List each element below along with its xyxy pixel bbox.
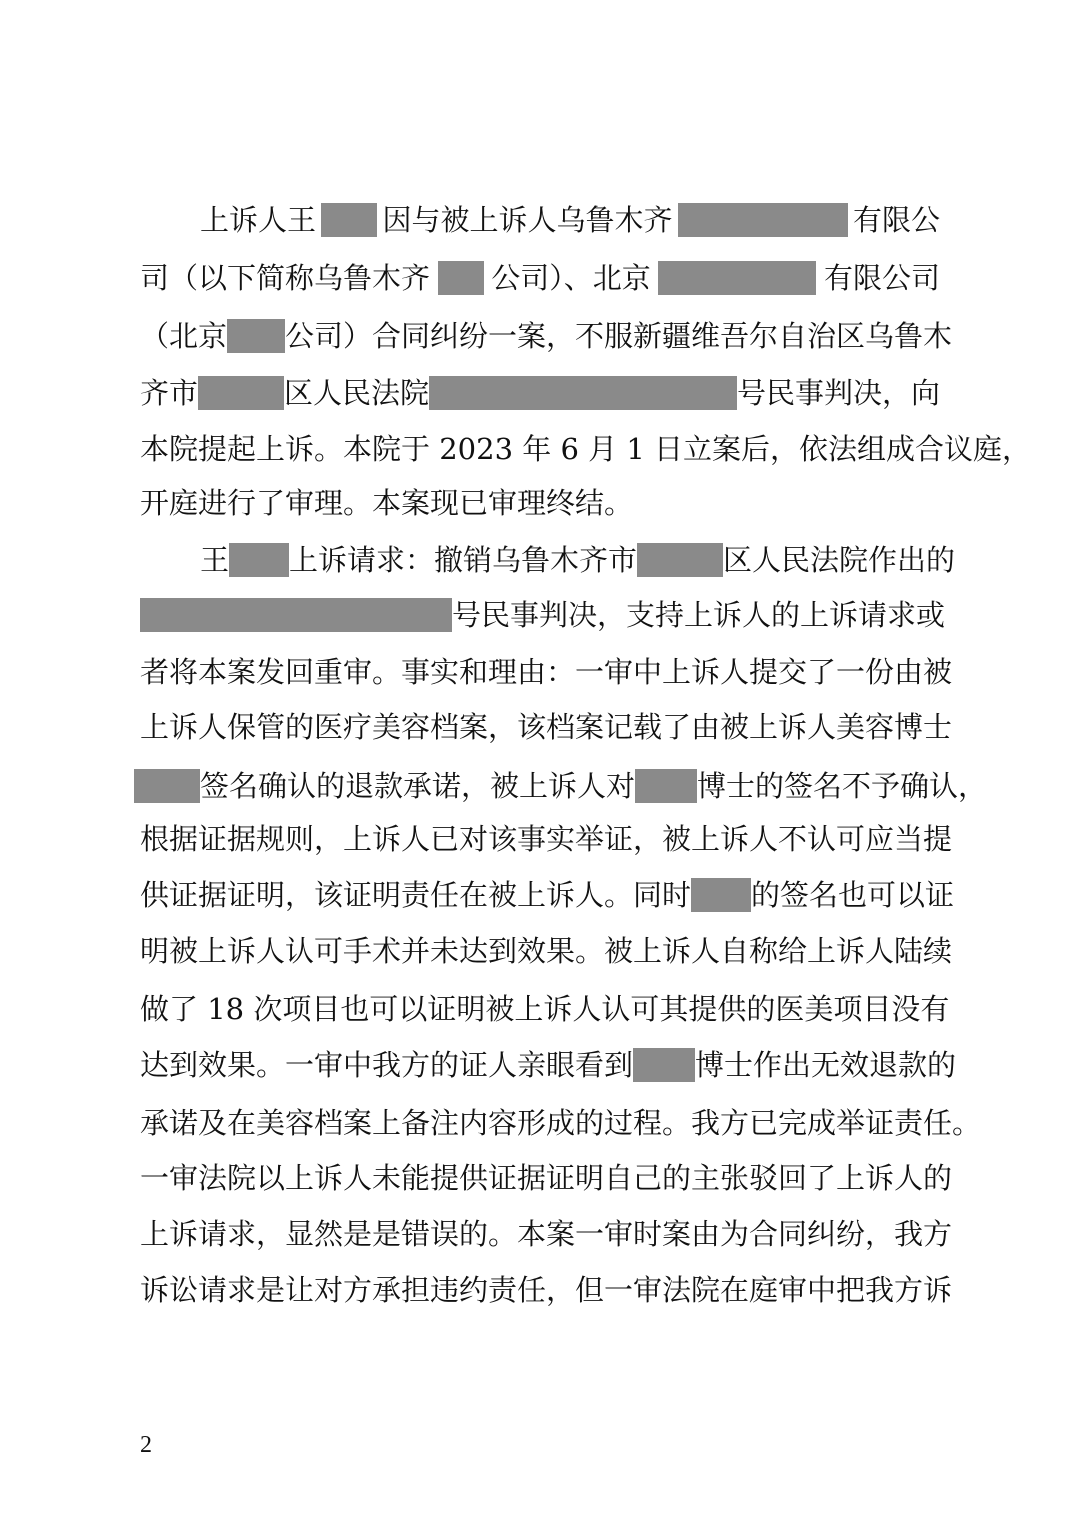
text-line	[200, 536, 956, 584]
text-line	[140, 815, 953, 863]
text-segment: 本院提起上诉。本院于 2023 年 6 月 1 日立案后，依法组成合议庭，	[140, 432, 1032, 466]
text-segment: 根据证据规则，上诉人已对该事实举证，被上诉人不认可应当提	[140, 822, 953, 856]
redaction-block	[635, 769, 697, 803]
text-segment: 号民事判决，支持上诉人的上诉请求或	[452, 598, 946, 632]
text-segment: 公司）、北京	[491, 261, 651, 295]
text-segment: 有限公司	[823, 261, 940, 295]
text-segment: 上诉请求，显然是是错误的。本案一审时案由为合同纠纷，我方	[140, 1217, 953, 1251]
text-line	[140, 1266, 953, 1314]
text-line	[140, 591, 946, 639]
text-segment: 上诉请求：撤销乌鲁木齐市	[289, 543, 638, 577]
redaction-block	[637, 543, 723, 577]
redaction-block	[678, 203, 848, 237]
text-line	[140, 1210, 953, 1258]
text-segment: 签名确认的退款承诺，被上诉人对	[200, 769, 636, 803]
redaction-block	[198, 376, 284, 410]
text-line	[200, 196, 940, 244]
text-segment: 上诉人保管的医疗美容档案，该档案记载了由被上诉人美容博士	[140, 710, 953, 744]
text-segment: 齐市	[140, 376, 199, 410]
text-segment: 公司）合同纠纷一案，不服新疆维吾尔自治区乌鲁木	[285, 319, 953, 353]
text-segment: 号民事判决，向	[737, 376, 941, 410]
text-line	[140, 648, 953, 696]
text-segment: 上诉人王	[200, 203, 317, 237]
page-number: 2	[140, 1432, 152, 1458]
redaction-block	[438, 261, 484, 295]
text-line	[140, 985, 950, 1033]
text-line	[134, 762, 988, 810]
text-line	[140, 703, 953, 751]
redaction-block	[229, 543, 289, 577]
text-line	[140, 425, 1032, 473]
redaction-block	[691, 878, 751, 912]
text-segment: 诉讼请求是让对方承担违约责任，但一审法院在庭审中把我方诉	[140, 1273, 953, 1307]
redaction-block	[140, 598, 452, 632]
text-line	[140, 312, 953, 360]
text-segment: 区人民法院	[284, 376, 430, 410]
redaction-block	[227, 319, 285, 353]
text-segment: 者将本案发回重审。事实和理由：一审中上诉人提交了一份由被	[140, 655, 953, 689]
text-segment: 区人民法院作出的	[723, 543, 956, 577]
text-line	[140, 254, 940, 302]
text-line	[140, 1099, 982, 1147]
redaction-block	[633, 1048, 695, 1082]
text-segment: 一审法院以上诉人未能提供证据证明自己的主张驳回了上诉人的	[140, 1161, 953, 1195]
text-segment: 因与被上诉人乌鲁木齐	[382, 203, 673, 237]
text-line	[140, 369, 940, 417]
text-segment: 司（以下简称乌鲁木齐	[140, 261, 431, 295]
text-segment: 承诺及在美容档案上备注内容形成的过程。我方已完成举证责任。	[140, 1106, 982, 1140]
text-segment: 博士的签名不予确认，	[697, 769, 988, 803]
text-segment: 的签名也可以证	[751, 878, 955, 912]
redaction-block	[134, 769, 200, 803]
text-segment: （北京	[140, 319, 228, 353]
text-line	[140, 479, 940, 527]
redaction-block	[321, 203, 377, 237]
text-segment: 明被上诉人认可手术并未达到效果。被上诉人自称给上诉人陆续	[140, 934, 953, 968]
text-line	[140, 927, 953, 975]
text-line	[140, 1154, 953, 1202]
text-segment: 做了 18 次项目也可以证明被上诉人认可其提供的医美项目没有	[140, 992, 950, 1026]
text-segment: 王	[200, 543, 230, 577]
text-segment: 开庭进行了审理。本案现已审理终结。	[140, 486, 634, 520]
redaction-block	[658, 261, 816, 295]
text-segment: 博士作出无效退款的	[695, 1048, 957, 1082]
text-segment: 有限公	[852, 203, 940, 237]
text-line	[140, 1041, 957, 1089]
text-line	[140, 871, 955, 919]
redaction-block	[429, 376, 737, 410]
text-segment: 供证据证明，该证明责任在被上诉人。同时	[140, 878, 692, 912]
text-segment: 达到效果。一审中我方的证人亲眼看到	[140, 1048, 634, 1082]
